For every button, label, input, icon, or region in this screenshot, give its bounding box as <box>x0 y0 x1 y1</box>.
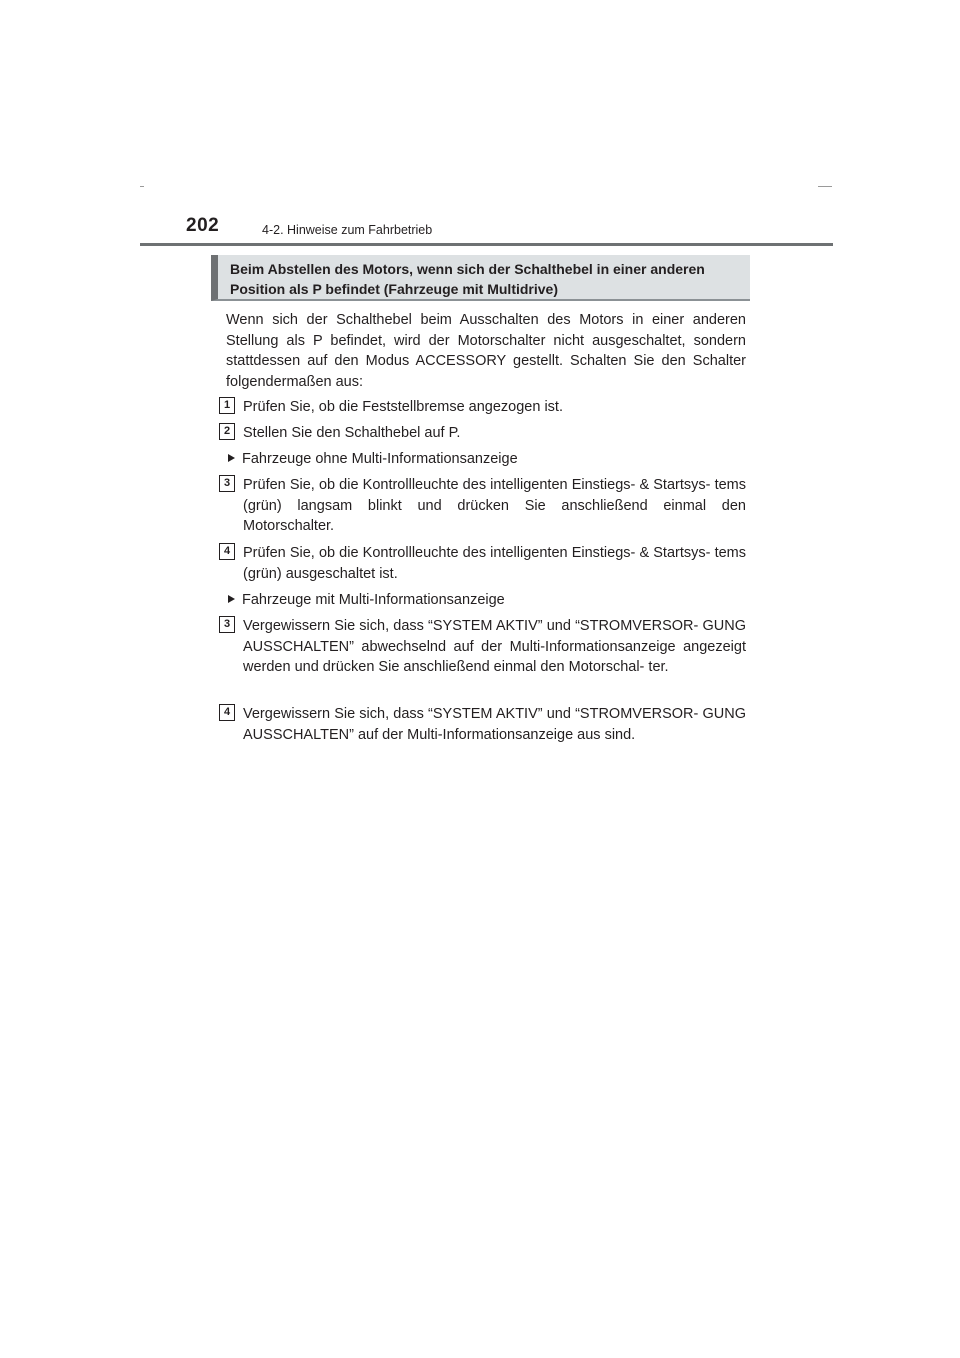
page-number: 202 <box>186 215 220 236</box>
step-number-badge: 4 <box>219 704 235 721</box>
sub-heading-label: Fahrzeuge ohne Multi-Informationsanzeige <box>242 451 518 467</box>
crop-mark-right <box>818 186 832 187</box>
triangle-right-icon <box>228 454 235 462</box>
step-number-badge: 2 <box>219 423 235 440</box>
sub-heading-with-mid <box>228 590 505 610</box>
step-number-badge: 3 <box>219 616 235 633</box>
header-rule <box>140 243 833 246</box>
step-text: Prüfen Sie, ob die Feststellbremse angezogen ist. <box>243 399 563 415</box>
step-text: Prüfen Sie, ob die Kontrollleuchte des intelligenten Einstiegs- & Startsys- tems (grün) langsam blinkt und drücken Sie anschließend einmal den Motorschalter. <box>243 477 746 535</box>
crop-mark-left <box>140 186 144 187</box>
sub-heading-label: Fahrzeuge mit Multi-Informationsanzeige <box>242 592 505 608</box>
topic-heading: Beim Abstellen des Motors, wenn sich der Schalthebel in einer anderen Position als P befindet (Fahrzeuge mit Multidrive) <box>230 261 705 297</box>
intro-paragraph: Wenn sich der Schalthebel beim Ausschalten des Motors in einer anderen Stellung als P befindet, wird der Motorschalter nicht ausgeschaltet, sondern stattdessen auf den Modus ACCESSORY gestellt. Schalten Sie den Schalter folgendermaßen aus: <box>226 312 746 390</box>
step-number-badge: 4 <box>219 543 235 560</box>
topic-heading-box <box>211 255 750 301</box>
step-text: Vergewissern Sie sich, dass “SYSTEM AKTIV” und “STROMVERSOR- GUNG AUSSCHALTEN” abwechselnd auf der Multi-Informationsanzeige angezeigt werden und drücken Sie anschließend einmal den Motorschal- ter. <box>243 618 746 676</box>
section-title: 4-2. Hinweise zum Fahrbetrieb <box>262 223 433 237</box>
step-text: Vergewissern Sie sich, dass “SYSTEM AKTIV” und “STROMVERSOR- GUNG AUSSCHALTEN” auf der Multi-Informationsanzeige aus sind. <box>243 706 746 743</box>
sub-heading-without-mid <box>228 449 518 469</box>
triangle-right-icon <box>228 595 235 603</box>
step-text: Prüfen Sie, ob die Kontrollleuchte des intelligenten Einstiegs- & Startsys- tems (grün) ausgeschaltet ist. <box>243 545 746 582</box>
step-text: Stellen Sie den Schalthebel auf P. <box>243 425 461 441</box>
step-number-badge: 3 <box>219 475 235 492</box>
step-number-badge: 1 <box>219 397 235 414</box>
